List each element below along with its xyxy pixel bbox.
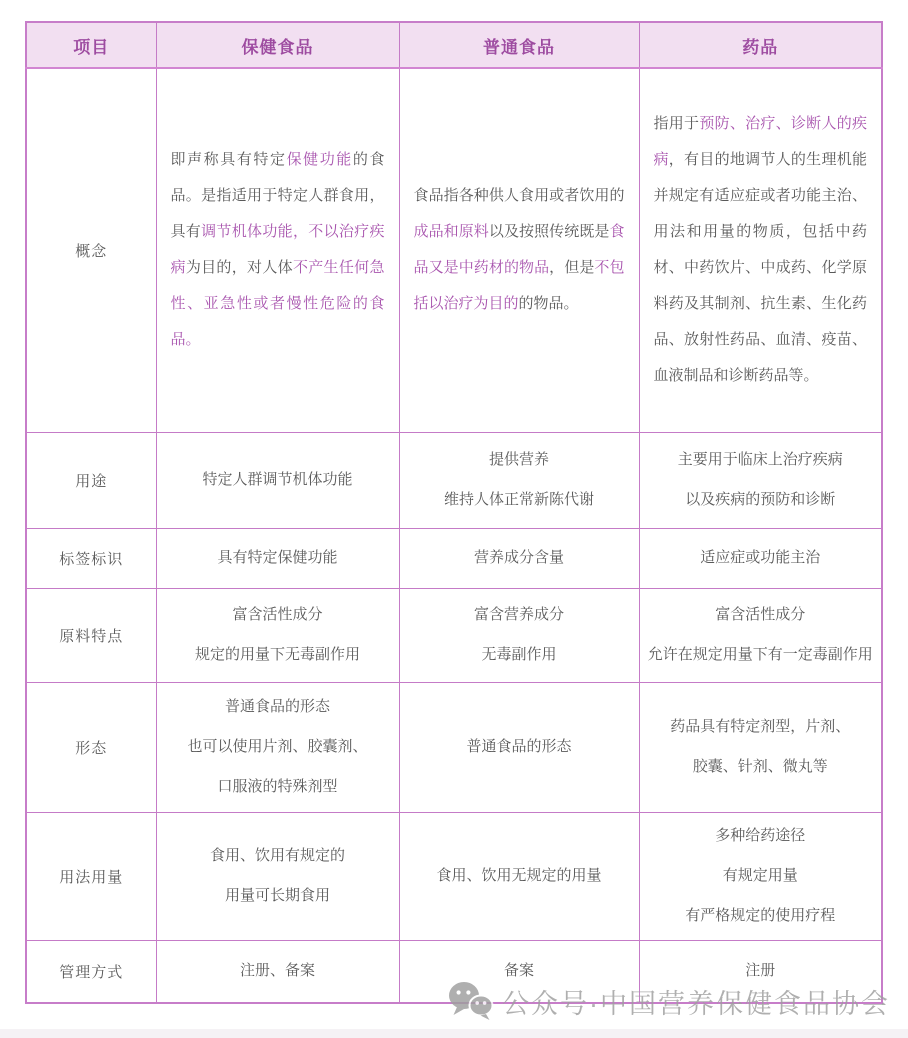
cell-use-drug <box>639 432 882 528</box>
concept-text-segment: 即声称具有特定 <box>170 151 287 169</box>
cell-labeling-ordinary-food <box>399 528 639 588</box>
cell-line: 用量可长期食用 <box>224 887 330 904</box>
concept-highlight-segment: 不包括以治疗为目的 <box>413 259 625 313</box>
cell-line: 食用、饮用无规定的用量 <box>436 867 602 884</box>
cell-line: 备案 <box>503 962 534 980</box>
cell-line: 有严格规定的使用疗程 <box>685 907 836 924</box>
concept-text-segment: ，有目的地调节人的生理机能并规定有适应症或者功能主治、用法和用量的物质，包括中药材、中药饮片、中成药、化学原料药及其制剂、抗生素、生化药品、放射性药品、血清、疫苗、血液制品和诊断药品等。 <box>653 151 867 385</box>
cell-line: 规定的用量下无毒副作用 <box>194 646 360 663</box>
cell-raw-material-drug <box>639 588 882 682</box>
concept-text-segment: 以及按照传统既是 <box>488 223 610 241</box>
cell-line: 口服液的特殊剂型 <box>217 778 338 795</box>
cell-labeling-drug <box>639 528 882 588</box>
row-label-marking <box>26 528 882 588</box>
cell-line: 具有特定保健功能 <box>217 549 338 566</box>
row-dosage <box>26 812 882 940</box>
comparison-table <box>25 21 883 1004</box>
cell-line: 也可以使用片剂、胶囊剂、 <box>187 738 368 755</box>
cell-labeling-health-food <box>156 528 399 588</box>
cell-line: 主要用于临床上治疗疾病 <box>677 451 843 468</box>
cell-dosage-ordinary-food <box>399 812 639 940</box>
concept-highlight-segment: 食品又是中药材的物品 <box>413 223 625 277</box>
concept-highlight-segment: 预防、治疗、诊断人的疾病 <box>653 115 867 169</box>
cell-raw-material-health-food <box>156 588 399 682</box>
header-drug: 药品 <box>639 22 882 68</box>
row-label-dosage: 用法用量 <box>26 812 156 940</box>
cell-line: 营养成分含量 <box>473 549 564 566</box>
row-label-management: 管理方式 <box>26 940 156 1003</box>
watermark <box>448 980 890 1022</box>
cell-line: 以及疾病的预防和诊断 <box>685 491 836 508</box>
bottom-strip <box>0 1029 908 1038</box>
concept-text-segment: 的食品。是指适用于特定人群食用，具有 <box>170 151 385 241</box>
cell-line: 多种给药途径 <box>715 827 806 844</box>
row-label-concept: 概念 <box>26 68 156 432</box>
cell-concept-ordinary-food <box>399 68 639 432</box>
cell-line: 药品具有特定剂型，片剂、 <box>670 718 851 735</box>
concept-highlight-segment: 成品和原料 <box>413 223 489 241</box>
cell-line: 允许在规定用量下有一定毒副作用 <box>647 646 873 663</box>
cell-line: 无毒副作用 <box>481 646 557 663</box>
cell-line: 富含活性成分 <box>715 606 806 623</box>
cell-line: 食用、饮用有规定的 <box>209 847 345 864</box>
cell-management-health-food <box>156 940 399 1003</box>
cell-raw-material-ordinary-food <box>399 588 639 682</box>
cell-line: 维持人体正常新陈代谢 <box>443 491 594 508</box>
cell-dosage-drug <box>639 812 882 940</box>
cell-use-health-food <box>156 432 399 528</box>
cell-line: 注册 <box>745 962 776 980</box>
row-use <box>26 432 882 528</box>
cell-line: 富含活性成分 <box>232 606 323 623</box>
cell-line: 普通食品的形态 <box>466 738 572 755</box>
cell-concept-drug <box>639 68 882 432</box>
header-item: 项目 <box>26 22 156 68</box>
cell-line: 有规定用量 <box>722 867 798 884</box>
concept-highlight-segment: 调节机体功能，不以治疗疾病 <box>170 223 385 277</box>
cell-line: 注册、备案 <box>239 962 315 980</box>
concept-text-segment: 为目的，对人体 <box>185 259 293 277</box>
row-label-form: 形态 <box>26 682 156 812</box>
concept-text-segment: ，但是 <box>549 259 595 277</box>
header-row <box>26 22 882 68</box>
row-label-use: 用途 <box>26 432 156 528</box>
header-health-food: 保健食品 <box>156 22 399 68</box>
cell-dosage-health-food <box>156 812 399 940</box>
cell-form-health-food <box>156 682 399 812</box>
cell-line: 富含营养成分 <box>473 606 564 623</box>
cell-line: 适应症或功能主治 <box>700 549 821 566</box>
cell-form-drug <box>639 682 882 812</box>
cell-line: 普通食品的形态 <box>224 698 330 715</box>
concept-highlight-segment: 保健功能 <box>286 151 353 169</box>
cell-concept-health-food <box>156 68 399 432</box>
concept-text-segment: 的物品。 <box>518 295 579 313</box>
row-label-labeling: 标签标识 <box>26 528 156 588</box>
row-raw-material <box>26 588 882 682</box>
watermark-text: 公众号·中国营养保健食品协会 <box>502 988 890 1019</box>
cell-line: 特定人群调节机体功能 <box>202 471 353 488</box>
wechat-icon <box>448 981 494 1021</box>
row-concept <box>26 68 882 432</box>
header-ordinary-food: 普通食品 <box>399 22 639 68</box>
cell-form-ordinary-food <box>399 682 639 812</box>
row-label-raw-material: 原料特点 <box>26 588 156 682</box>
concept-highlight-segment: 不产生任何急性、亚急性或者慢性危险的食品。 <box>170 259 385 349</box>
cell-line: 胶囊、针剂、微丸等 <box>692 758 828 775</box>
row-form <box>26 682 882 812</box>
cell-use-ordinary-food <box>399 432 639 528</box>
cell-line: 提供营养 <box>488 451 549 468</box>
concept-text-segment: 指用于 <box>653 115 700 133</box>
concept-text-segment: 食品指各种供人食用或者饮用的 <box>413 187 625 205</box>
